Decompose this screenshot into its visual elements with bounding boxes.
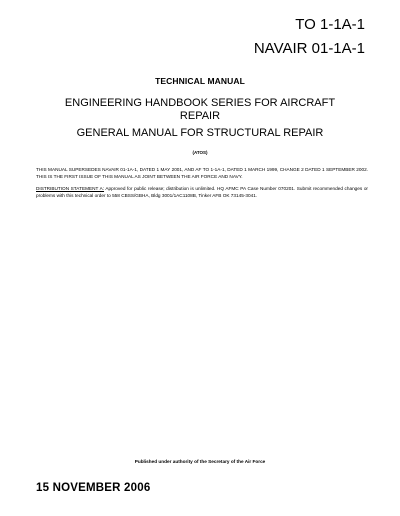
navair-number: NAVAIR 01-1A-1 bbox=[253, 40, 365, 57]
distribution-text: Approved for public release; distribution is unlimited. HQ AFMC PA Case Number 070201. Submit recommended changes or problems with this technical order to 558 CBSS/GBHA, Bldg 3001/1AC1108B, Tinker AFB OK 73145-3041. bbox=[36, 186, 368, 198]
manual-title: GENERAL MANUAL FOR STRUCTURAL REPAIR bbox=[76, 127, 324, 139]
distribution-label: DISTRIBUTION STATEMENT A: bbox=[36, 186, 105, 191]
to-number: TO 1-1A-1 bbox=[295, 16, 365, 33]
series-title: ENGINEERING HANDBOOK SERIES FOR AIRCRAFT REPAIR bbox=[64, 97, 336, 122]
distribution-statement bbox=[36, 185, 368, 199]
authority-note: Published under authority of the Secretary of the Air Force bbox=[134, 459, 266, 464]
supersedes-notice: THIS MANUAL SUPERSEDES NAVAIR 01-1A-1, DATED 1 MAY 2001, AND AF TO 1-1A-1, DATED 1 MARCH 1999, CHANGE 2 DATED 1 SEPTEMBER 2002. THIS IS THE FIRST ISSUE OF THIS MANUAL AS JOINT BETWEEN THE AIR FORCE AND NAVY. bbox=[36, 167, 368, 179]
atos-code: (ATOS) bbox=[192, 150, 208, 155]
publication-date: 15 NOVEMBER 2006 bbox=[36, 482, 151, 494]
manual-category: TECHNICAL MANUAL bbox=[155, 76, 245, 86]
